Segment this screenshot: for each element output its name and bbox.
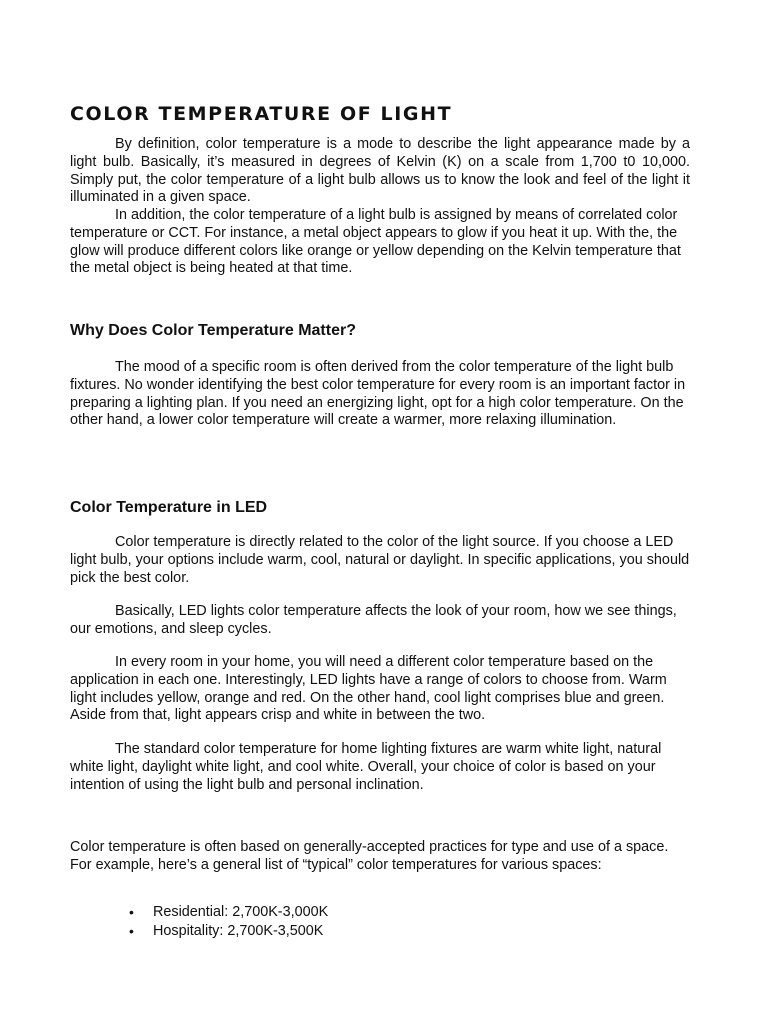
section2-paragraph-2: Basically, LED lights color temperature affects the look of your room, how we see things, our emotions, and sleep cycles. — [70, 603, 677, 637]
section-heading-led: Color Temperature in LED — [70, 499, 268, 516]
section2-paragraph-3: In every room in your home, you will need a different color temperature based on the application in each one. Interestingly, LED lights have a range of colors to choose from. Warm light includes yellow, orange and red. On the other hand, cool light comprises blue and green. Aside from that, light appears crisp and white in between the two. — [70, 654, 667, 724]
section2-paragraph-1: Color temperature is directly related to the color of the light source. If you choose a LED light bulb, your options include warm, cool, natural or daylight. In specific applications, you should pick the best color. — [70, 534, 690, 586]
intro-paragraph-2: In addition, the color temperature of a light bulb is assigned by means of correlated color temperature or CCT. For instance, a metal object appears to glow if you heat it up. With the, the glow will produce different colors like orange or yellow depending on the Kelvin temperature that the metal object is being heated at that time. — [70, 207, 681, 277]
color-temperature-list — [70, 903, 690, 941]
section1-paragraph-1: The mood of a specific room is often derived from the color temperature of the light bulb fixtures. No wonder identifying the best color temperature for every room is an important factor in preparing a lighting plan. If you need an energizing light, opt for a high color temperature. On the other hand, a lower color temperature will create a warmer, more relaxing illumination. — [70, 359, 686, 429]
section2-paragraph-5: Color temperature is often based on generally-accepted practices for type and use of a space. For example, here’s a general list of “typical” color temperatures for various spaces: — [70, 839, 669, 873]
list-item-text: Residential: 2,700K-3,000K — [153, 904, 329, 920]
list-item-text: Hospitality: 2,700K-3,500K — [153, 923, 324, 939]
section-heading-why-matters: Why Does Color Temperature Matter? — [70, 322, 356, 339]
intro-paragraph-1: By definition, color temperature is a mode to describe the light appearance made by a light bulb. Basically, it’s measured in degrees of Kelvin (K) on a scale from 1,700 t0 10,000. Simply put, the color temperature of a light bulb allows us to know the look and feel of the light it illuminated in a given space. — [70, 136, 690, 206]
list-item — [70, 922, 690, 941]
list-item — [70, 903, 690, 922]
bullet-icon: • — [129, 904, 134, 920]
bullet-icon: • — [129, 923, 134, 939]
section2-paragraph-4: The standard color temperature for home lighting fixtures are warm white light, natural white light, daylight white light, and cool white. Overall, your choice of color is based on your intention of using the light bulb and personal inclination. — [70, 741, 662, 793]
document-title: COLOR TEMPERATURE OF LIGHT — [70, 103, 453, 125]
